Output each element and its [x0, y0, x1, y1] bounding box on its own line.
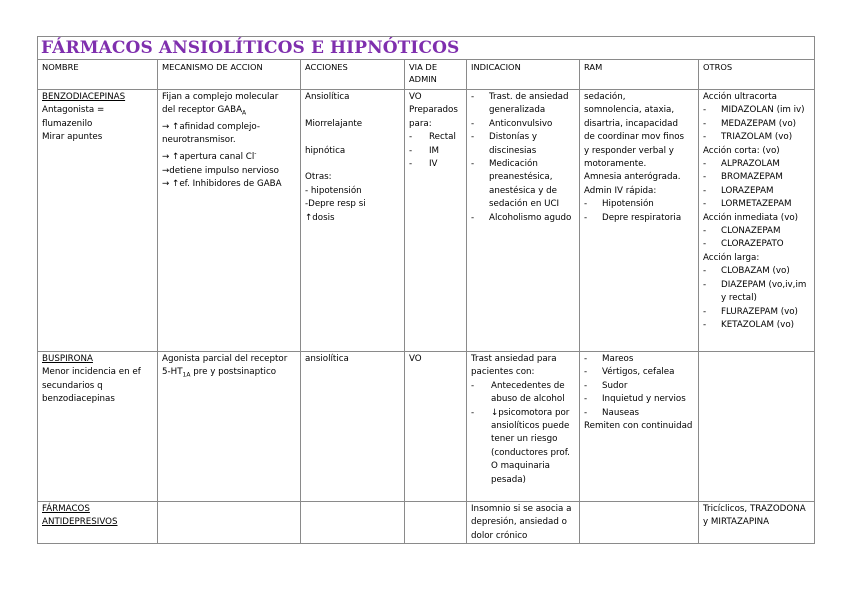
mecanismo-text: pre y postsinaptico [190, 367, 277, 378]
mecanismo-line: →detiene impulso nervioso [162, 165, 279, 176]
list-item: - Antecedentes de abuso de alcohol [471, 380, 576, 407]
mecanismo-line: Fijan a complejo molecular [162, 92, 279, 102]
accion-otra: -Depre resp si [305, 199, 366, 210]
mecanismo-text: Agonista parcial del receptor 5-HT [162, 354, 288, 378]
mecanismo-line [162, 147, 297, 164]
via-main: VO [409, 92, 422, 102]
gaba-subscript: A [242, 110, 247, 118]
list-item: - ALPRAZOLAM [703, 158, 811, 171]
list-item: - Mareos [584, 353, 695, 366]
ram-line: motoramente. [584, 159, 647, 170]
cell-antidep-indicacion: Insomnio si se asocia a depresión, ansiedad o dolor crónico [467, 502, 580, 544]
cell-antidep-otros: Tricíclicos, TRAZODONA y MIRTAZAPINA [699, 502, 815, 544]
cell-buspirona-otros [699, 352, 815, 502]
otros-group-label: Acción larga: [703, 252, 760, 263]
ram-line: y responder verbal y [584, 145, 674, 156]
ram-list [584, 353, 695, 420]
list-item: - Inquietud y nervios [584, 393, 695, 406]
list-item: - CLONAZEPAM [703, 225, 811, 238]
cell-benzo-nombre [38, 90, 158, 352]
title-row [38, 37, 815, 60]
list-item: - Trast. de ansiedad generalizada [471, 91, 576, 118]
accion-item: Ansiolítica [305, 92, 350, 102]
list-item: - Anticonvulsivo [471, 118, 576, 131]
mecanismo-text: → ↑apertura canal Cl [162, 152, 255, 163]
otros-group-label: Acción inmediata (vo) [703, 212, 799, 223]
cell-benzo-indicacion [467, 90, 580, 352]
list-item: - Nauseas [584, 407, 695, 420]
mecanismo-line [162, 104, 297, 120]
list-item: - Sudor [584, 380, 695, 393]
ram-note: Remiten con continuidad [584, 421, 693, 432]
cell-buspirona-indicacion [467, 352, 580, 502]
header-otros: OTROS [699, 60, 815, 90]
indicacion-list [471, 91, 576, 225]
list-item: - MEDAZEPAM (vo) [703, 118, 811, 131]
table-row-antidepresivos [38, 502, 815, 544]
receptor-subscript: 1A [182, 372, 191, 380]
accion-item: hipnótica [305, 145, 346, 156]
list-item: - Medicación preanestésica, anestésica y de sedación en UCI [471, 158, 576, 212]
list-item: - LORAZEPAM [703, 185, 811, 198]
ram-line: Admin IV rápida: [584, 185, 657, 196]
accion-otra: ↑dosis [305, 212, 335, 223]
list-item: - CLOBAZAM (vo) [703, 265, 811, 278]
cell-buspirona-via: VO [405, 352, 467, 502]
accion-item: Miorrelajante [305, 118, 363, 129]
cell-antidep-ram [580, 502, 699, 544]
list-item: - LORMETAZEPAM [703, 198, 811, 211]
buspirona-note: secundarios q [42, 380, 103, 391]
indicacion-list [471, 380, 576, 487]
header-acciones: ACCIONES [301, 60, 405, 90]
drug-name-benzodiacepinas: BENZODIACEPINAS [42, 92, 126, 102]
benzo-note: flumazenilo [42, 118, 93, 129]
table-row-benzodiacepinas [38, 90, 815, 352]
buspirona-note: Menor incidencia en ef [42, 367, 141, 378]
header-via: VIA DE ADMIN [405, 60, 467, 90]
cell-benzo-acciones [301, 90, 405, 352]
otros-list-inmediata [703, 225, 811, 252]
cell-buspirona-mecanismo [158, 352, 301, 502]
cell-benzo-ram [580, 90, 699, 352]
list-item: - Vértigos, cefalea [584, 366, 695, 379]
cell-benzo-mecanismo [158, 90, 301, 352]
cell-benzo-via [405, 90, 467, 352]
ram-line: somnolencia, ataxia, [584, 105, 675, 116]
otros-list-corta [703, 158, 811, 212]
header-row [38, 60, 815, 90]
list-item: - Alcoholismo agudo [471, 212, 576, 225]
otros-group-label: Acción ultracorta [703, 92, 777, 102]
list-item: - IM [409, 145, 463, 158]
list-item: - Hipotensión [584, 198, 695, 211]
mecanismo-text: del receptor GABA [162, 105, 243, 116]
ram-list [584, 198, 695, 225]
ram-line: Amnesia anterógrada. [584, 172, 681, 183]
cell-buspirona-acciones: ansiolítica [301, 352, 405, 502]
cell-buspirona-ram [580, 352, 699, 502]
drug-name-antidepresivos: FÁRMACOS ANTIDEPRESIVOS [42, 504, 118, 528]
list-item: - ↓psicomotora por ansiolíticos puede tener un riesgo (conductores prof. O maquinaria pesada) [471, 407, 576, 487]
cell-buspirona-nombre [38, 352, 158, 502]
list-item: - CLORAZEPATO [703, 238, 811, 251]
cell-antidep-mecanismo [158, 502, 301, 544]
cell-antidep-via [405, 502, 467, 544]
otras-label: Otras: [305, 172, 332, 183]
mecanismo-line: → ↑ef. Inhibidores de GABA [162, 179, 282, 190]
drug-table [37, 36, 815, 544]
list-item: - Depre respiratoria [584, 212, 695, 225]
header-nombre: NOMBRE [38, 60, 158, 90]
via-prep-label: Preparados para: [409, 105, 458, 129]
otros-list-ultracorta [703, 104, 811, 144]
ram-line: disartria, incapacidad [584, 118, 678, 129]
chloride-superscript: - [254, 150, 257, 158]
mecanismo-line: neurotransmisor. [162, 134, 236, 145]
ram-line: sedación, [584, 92, 626, 102]
list-item: - KETAZOLAM (vo) [703, 319, 811, 332]
cell-antidep-nombre [38, 502, 158, 544]
cell-benzo-otros [699, 90, 815, 352]
ram-line: de coordinar mov finos [584, 132, 685, 143]
list-item: - DIAZEPAM (vo,iv,im y rectal) [703, 279, 811, 306]
benzo-note: Antagonista = [42, 105, 105, 116]
list-item: - FLURAZEPAM (vo) [703, 306, 811, 319]
table-row-buspirona [38, 352, 815, 502]
header-mecanismo: MECANISMO DE ACCION [158, 60, 301, 90]
otros-group-label: Acción corta: (vo) [703, 145, 780, 156]
header-indicacion: INDICACION [467, 60, 580, 90]
indicacion-intro: Trast ansiedad para pacientes con: [471, 354, 557, 378]
page-title: FÁRMACOS ANSIOLÍTICOS E HIPNÓTICOS [38, 37, 815, 60]
otros-list-larga [703, 265, 811, 332]
header-ram: RAM [580, 60, 699, 90]
cell-antidep-acciones [301, 502, 405, 544]
list-item: - Distonías y discinesias [471, 131, 576, 158]
list-item: - Rectal [409, 131, 463, 144]
list-item: - TRIAZOLAM (vo) [703, 131, 811, 144]
benzo-note: Mirar apuntes [42, 132, 103, 143]
drug-name-buspirona: BUSPIRONA [42, 354, 93, 364]
buspirona-note: benzodiacepinas [42, 394, 115, 405]
list-item: - IV [409, 158, 463, 171]
mecanismo-line: → ↑afinidad complejo- [162, 121, 261, 132]
list-item: - BROMAZEPAM [703, 171, 811, 184]
list-item: - MIDAZOLAN (im iv) [703, 104, 811, 117]
accion-otra: - hipotensión [305, 185, 362, 196]
via-list [409, 131, 463, 171]
